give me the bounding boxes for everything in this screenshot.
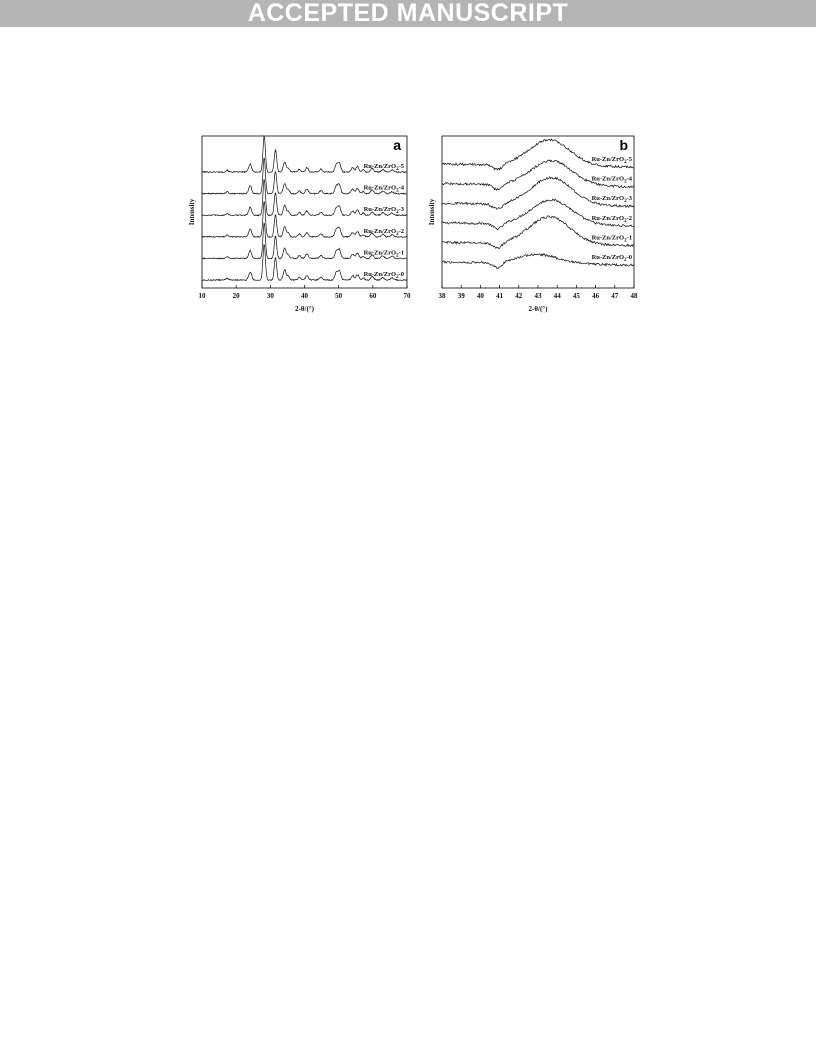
series-label-subscript: 2 xyxy=(624,238,627,244)
series-label-base: Ru-Zn/ZrO xyxy=(363,271,397,278)
x-tick-label: 42 xyxy=(515,292,523,300)
x-tick-label: 10 xyxy=(198,292,206,300)
series-label-0 xyxy=(592,254,632,263)
x-tick-label: 41 xyxy=(496,292,504,300)
series-label-5 xyxy=(592,156,633,165)
x-axis-title: 2-θ/(°) xyxy=(295,305,314,313)
banner-text: ACCEPTED MANUSCRIPT xyxy=(247,0,569,27)
panel-label: a xyxy=(393,137,401,153)
x-tick-label: 38 xyxy=(438,292,446,300)
x-tick-label: 50 xyxy=(335,292,343,300)
accepted-manuscript-banner xyxy=(0,0,816,27)
series-label-subscript: 2 xyxy=(624,258,627,263)
x-axis-title: 2-θ/(°) xyxy=(528,305,548,313)
series-label-subscript: 2 xyxy=(396,167,399,172)
xrd-chart-a xyxy=(180,130,420,330)
series-label-2 xyxy=(592,215,632,224)
x-tick-label: 20 xyxy=(232,292,240,300)
x-tick-label: 45 xyxy=(572,292,580,300)
series-label-suffix: -1 xyxy=(626,234,632,242)
y-axis-title: Intensity xyxy=(428,198,436,226)
series-label-subscript: 2 xyxy=(396,210,399,216)
series-label-subscript: 2 xyxy=(624,218,627,224)
series-label-subscript: 2 xyxy=(624,199,627,205)
series-label-subscript: 2 xyxy=(396,231,399,237)
series-label-base: Ru-Zn/ZrO xyxy=(363,163,397,170)
series-label-suffix: -2 xyxy=(398,227,404,235)
series-label-suffix: -5 xyxy=(398,163,404,170)
series-label-subscript: 2 xyxy=(396,188,399,194)
series-label-base: Ru-Zn/ZrO xyxy=(591,254,625,261)
series-label-3 xyxy=(592,195,633,204)
series-label-subscript: 2 xyxy=(624,160,627,165)
series-label-base: Ru-Zn/ZrO xyxy=(363,227,397,235)
series-label-suffix: -2 xyxy=(626,214,632,222)
series-label-suffix: -3 xyxy=(398,206,404,214)
x-tick-label: 70 xyxy=(403,292,411,300)
x-tick-label: 39 xyxy=(457,292,465,300)
series-label-suffix: -4 xyxy=(398,184,404,192)
series-label-base: Ru-Zn/ZrO xyxy=(363,249,397,257)
series-label-suffix: -3 xyxy=(626,195,632,203)
panel-label: b xyxy=(619,137,628,153)
xrd-chart-b xyxy=(420,130,645,330)
x-tick-label: 48 xyxy=(630,292,638,300)
x-tick-label: 40 xyxy=(476,292,484,300)
x-tick-label: 30 xyxy=(266,292,274,300)
x-tick-label: 47 xyxy=(611,292,619,300)
series-label-subscript: 2 xyxy=(624,179,627,185)
series-label-suffix: -4 xyxy=(626,175,632,183)
x-tick-label: 60 xyxy=(369,292,377,300)
series-label-base: Ru-Zn/ZrO xyxy=(591,214,625,222)
series-label-subscript: 2 xyxy=(396,253,399,259)
series-label-suffix: -5 xyxy=(626,156,632,163)
series-label-subscript: 2 xyxy=(396,275,399,280)
series-label-suffix: -0 xyxy=(398,271,404,278)
series-label-base: Ru-Zn/ZrO xyxy=(591,195,625,203)
series-label-0 xyxy=(364,271,404,280)
series-label-1 xyxy=(592,234,632,243)
x-tick-label: 43 xyxy=(534,292,542,300)
series-label-base: Ru-Zn/ZrO xyxy=(363,206,397,214)
series-label-base: Ru-Zn/ZrO xyxy=(591,175,625,183)
series-label-base: Ru-Zn/ZrO xyxy=(591,156,625,163)
x-tick-label: 40 xyxy=(301,292,308,300)
series-label-suffix: -0 xyxy=(626,254,632,261)
series-label-suffix: -1 xyxy=(398,249,404,257)
x-tick-label: 44 xyxy=(553,292,561,300)
x-tick-label: 46 xyxy=(592,292,600,300)
y-axis-title: Intensity xyxy=(188,198,196,226)
series-label-base: Ru-Zn/ZrO xyxy=(591,234,625,242)
series-label-4 xyxy=(364,185,405,194)
series-label-base: Ru-Zn/ZrO xyxy=(363,184,397,192)
series-label-4 xyxy=(592,176,633,185)
